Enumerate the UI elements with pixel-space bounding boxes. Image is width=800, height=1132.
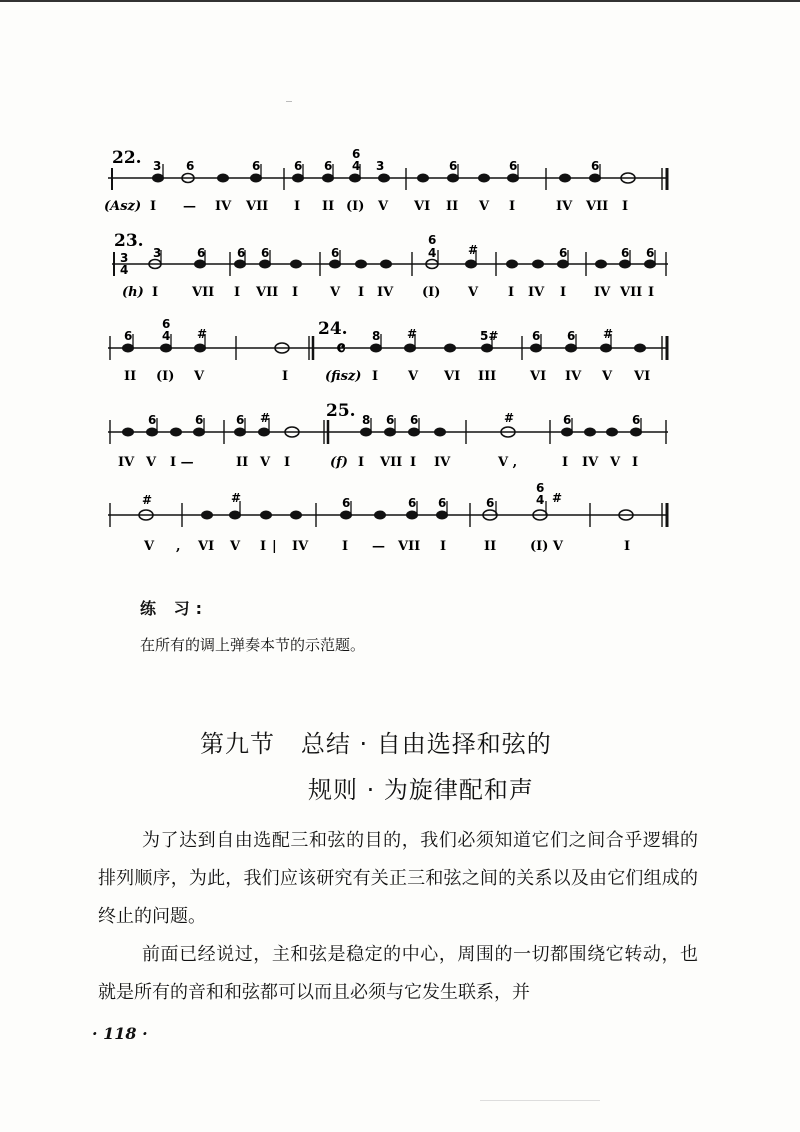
degree: VI [444,369,461,384]
body-paragraph-1: 为了达到自由选配三和弦的目的，我们必须知道它们之间合乎逻辑的排列顺序，为此，我们应该研究有关正三和弦之间的关系以及由它们组成的终止的问题。 [98,830,698,927]
figure: 4 [162,329,171,343]
degree: V [144,539,155,554]
degree: I [632,455,639,470]
degree: I [624,539,631,554]
figure: 6 [237,246,246,260]
degree: I [358,285,365,300]
figure: 6 [567,329,576,343]
degree: VII [256,285,279,300]
degree: II [446,199,459,214]
exercise-instruction: 在所有的调上弹奏本节的示范题。 [140,636,366,654]
degree: V [230,539,241,554]
degree: I [560,285,567,300]
degree: V [330,285,341,300]
figure: # [142,493,153,507]
key-label: (Asz) [104,199,142,214]
staff-row-1 [104,147,668,214]
degree: VII [398,539,421,554]
degree: II [322,199,335,214]
figure: 6 [621,246,630,260]
figure: 6 [559,246,568,260]
figure: 3 [153,159,162,173]
degree: VI [198,539,215,554]
degree: (I) [346,199,365,214]
degree: I [648,285,655,300]
example-number: 22. [112,148,142,168]
degree: I [294,199,301,214]
body-paragraph-2: 前面已经说过，主和弦是稳定的中心，周围的一切都围绕它转动，也就是所有的音和和弦都可以而且必须与它发生联系，并 [98,944,698,1003]
degree: V [378,199,389,214]
figure: 6 [438,496,447,510]
figure: 6 [252,159,261,173]
degree: VI [414,199,431,214]
degree: IV [556,199,573,214]
figure: 6 [352,147,361,161]
print-speck [480,1100,600,1101]
degree: V [610,455,621,470]
degree: IV [377,285,394,300]
figure: 6 [646,246,655,260]
degree: I [342,539,349,554]
degree: VI [530,369,547,384]
figure: # [407,327,418,341]
degree: II [484,539,497,554]
degree: V [408,369,419,384]
degree: — [372,539,385,554]
figure: 8 [372,329,381,343]
figure: 6 [486,496,495,510]
figure: 6 [261,246,270,260]
degree: V [194,369,205,384]
figure: 6 [236,413,245,427]
degree: I [234,285,241,300]
degree: I — [170,455,194,470]
staff-row-2 [112,231,668,300]
figure: # [603,327,614,341]
figure: 6 [408,496,417,510]
figure: 4 [536,493,545,507]
degree: I [372,369,379,384]
key-label: (h) [122,285,144,300]
degree: I [260,539,267,554]
figure: 6 [386,413,395,427]
degree: IV [528,285,545,300]
degree: | [272,539,277,554]
degree: II [124,369,137,384]
staff-row-5 [108,481,668,554]
degree: — [183,199,196,214]
degree: , [176,539,181,554]
degree: V [602,369,613,384]
figure: 3 [376,159,385,173]
figure: 6 [563,413,572,427]
figure: 6 [324,159,333,173]
degree: VII [380,455,403,470]
degree: IV [565,369,582,384]
degree: I [152,285,159,300]
degree: I [509,199,516,214]
figure: 6 [197,246,206,260]
degree: VII [620,285,643,300]
degree: IV [215,199,232,214]
figure: 6 [148,413,157,427]
degree: IV [292,539,309,554]
degree: I [292,285,299,300]
degree: I [358,455,365,470]
degree: I [284,455,291,470]
page-number: · 118 · [92,1024,148,1043]
print-speck [286,101,292,102]
figure: 8 [362,413,371,427]
key-label: (f) [330,455,348,470]
figure: 6 [162,317,171,331]
figure: 6 [186,159,195,173]
common-time-icon: 𝄴 [336,336,346,362]
figure: # [468,243,479,257]
figure: 6 [509,159,518,173]
figure: 3 [153,246,162,260]
figure: 6 [449,159,458,173]
example-number: 25. [326,401,356,421]
figure: 6 [591,159,600,173]
degree: I [562,455,569,470]
figure: # [504,411,515,425]
example-number: 23. [114,231,144,251]
degree: I [622,199,629,214]
degree: V [146,455,157,470]
degree: V [479,199,490,214]
degree: VII [246,199,269,214]
figure: 6 [632,413,641,427]
figure: 6 [410,413,419,427]
staff-row-4 [108,401,668,470]
degree: V [468,285,479,300]
figure: 6 [331,246,340,260]
figure: 6 [124,329,133,343]
degree: VI [634,369,651,384]
degree: VII [586,199,609,214]
degree: IV [582,455,599,470]
figure: 4 [428,246,437,260]
figure: 6 [195,413,204,427]
figure: 5# [480,329,499,343]
figure: 6 [536,481,545,495]
example-number: 24. [318,319,348,339]
figure: # [197,327,208,341]
key-label: (fisz) [325,369,362,384]
section-title-line-2: 规则 · 为旋律配和声 [308,776,534,804]
degree: VII [192,285,215,300]
degree: (I) V [530,539,563,554]
degree: III [478,369,497,384]
degree: I [410,455,417,470]
figure: 6 [532,329,541,343]
time-signature-top: 3 [120,251,129,265]
degree: V , [498,455,518,470]
figure: # [260,411,271,425]
degree: (I) [422,285,441,300]
time-signature-bottom: 4 [120,263,129,277]
degree: I [440,539,447,554]
degree: IV [118,455,135,470]
figure: 4 [352,159,361,173]
figure: 6 [294,159,303,173]
figure: # [552,491,563,505]
staff-row-3 [108,317,668,384]
degree: I [150,199,157,214]
degree: I [508,285,515,300]
figure: 6 [428,233,437,247]
degree: II [236,455,249,470]
figure: # [231,491,242,505]
figure: 6 [342,496,351,510]
degree: V [260,455,271,470]
degree: I [282,369,289,384]
section-title-line-1: 第九节 总结 · 自由选择和弦的 [200,730,552,758]
degree: IV [434,455,451,470]
degree: (I) [156,369,175,384]
exercise-heading: 练 习: [140,599,208,618]
degree: IV [594,285,611,300]
